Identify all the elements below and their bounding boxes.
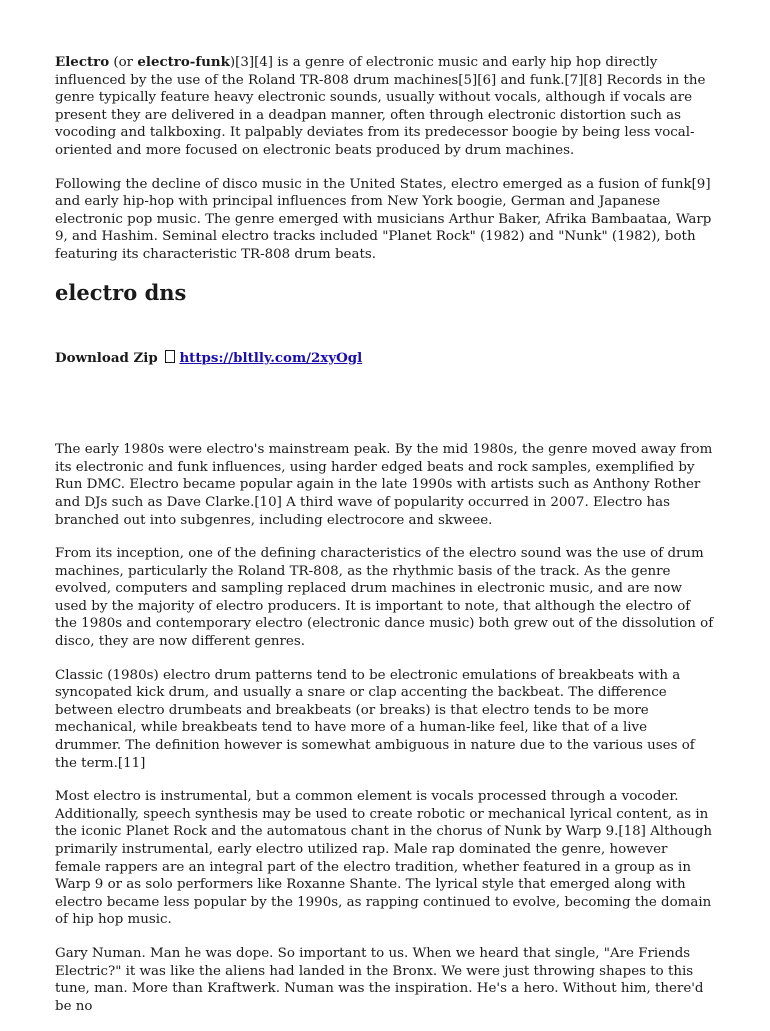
missing-glyph-icon [165,350,175,363]
paragraph-history: Following the decline of disco music in the United States, electro emerged as a fusion of funk[9] and early hip-hop with principal influences from New York boogie, German and Japanese electronic pop music. The genre emerged with musicians Arthur Baker, Afrika Bambaataa, Warp 9, and Hashim. Seminal electro tracks included "Planet Rock" (1982) and "Nunk" (1982), both featuring its characteristic TR-808 drum beats. [55,176,712,262]
document-body [55,54,715,1031]
download-label: Download Zip [55,349,158,366]
paragraph-mainstream-peak: The early 1980s were electro's mainstream peak. By the mid 1980s, the genre moved away from its electronic and funk influences, using harder edged beats and rock samples, exemplified by Run DMC. Electro became popular again in the late 1990s with artists such as Anthony Rother and DJs such as Dave Clarke.[10] A third wave of popularity occurred in 2007. Electro has branched out into subgenres, including electrocore and skweee. [55,442,713,528]
download-link[interactable]: https://bltlly.com/2xyOgl [179,349,363,366]
download-line [55,350,715,368]
paragraph-vocals: Most electro is instrumental, but a common element is vocals processed through a vocoder. Additionally, speech synthesis may be used to create robotic or mechanical lyrical content, as in the iconic Planet Rock and the automatous chant in the chorus of Nunk by Warp 9.[18] Although primarily instrumental, early electro utilized rap. Male rap dominated the genre, however female rappers are an integral part of the electro tradition, whether featured in a group as in Warp 9 or as solo performers like Roxanne Shante. The lyrical style that emerged along with electro became less popular by the 1990s, as rapping continued to evolve, becoming the domain of hip hop music. [55,789,712,928]
paragraph-drum-machines: From its inception, one of the defining characteristics of the electro sound was the use of drum machines, particularly the Roland TR-808, as the rhythmic basis of the track. As the genre evolved, computers and sampling replaced drum machines in electronic music, and are now used by the majority of electro producers. It is important to note, that although the electro of the 1980s and contemporary electro (electronic dance music) both grew out of the dissolution of disco, they are now different genres. [55,546,714,650]
intro-paragraph [55,54,715,160]
intro-text: )[3][4] is a genre of electronic music and early hip hop directly influenced by the use of the Roland TR-808 drum machines[5][6] and funk.[7][8] Records in the genre typically feature heavy electronic sounds, usually without vocals, although if vocals are present they are delivered in a deadpan manner, often through electronic distortion such as vocoding and talkboxing. It palpably deviates from its predecessor boogie by being less vocal-oriented and more focused on electronic beats produced by drum machines. [55,55,706,158]
blank-space [55,367,715,441]
section-heading: electro dns [55,279,187,305]
paragraph-drum-patterns: Classic (1980s) electro drum patterns tend to be electronic emulations of breakbeats with a syncopated kick drum, and usually a snare or clap accenting the backbeat. The difference between electro drumbeats and breakbeats (or breaks) is that electro tends to be more mechanical, while breakbeats tend to have more of a human-like feel, like that of a live drummer. The definition however is somewhat ambiguous in nature due to the various uses of the term.[11] [55,667,695,771]
intro-or: (or [109,55,138,70]
term-electro: Electro [55,54,110,70]
term-electro-funk: electro-funk [137,54,230,70]
paragraph-gary-numan: Gary Numan. Man he was dope. So important to us. When we heard that single, "Are Friends Electric?" it was like the aliens had landed in the Bronx. We were just throwing shapes to this tune, man. More than Kraftwerk. Numan was the inspiration. He's a hero. Without him, there'd be no [55,945,704,1014]
